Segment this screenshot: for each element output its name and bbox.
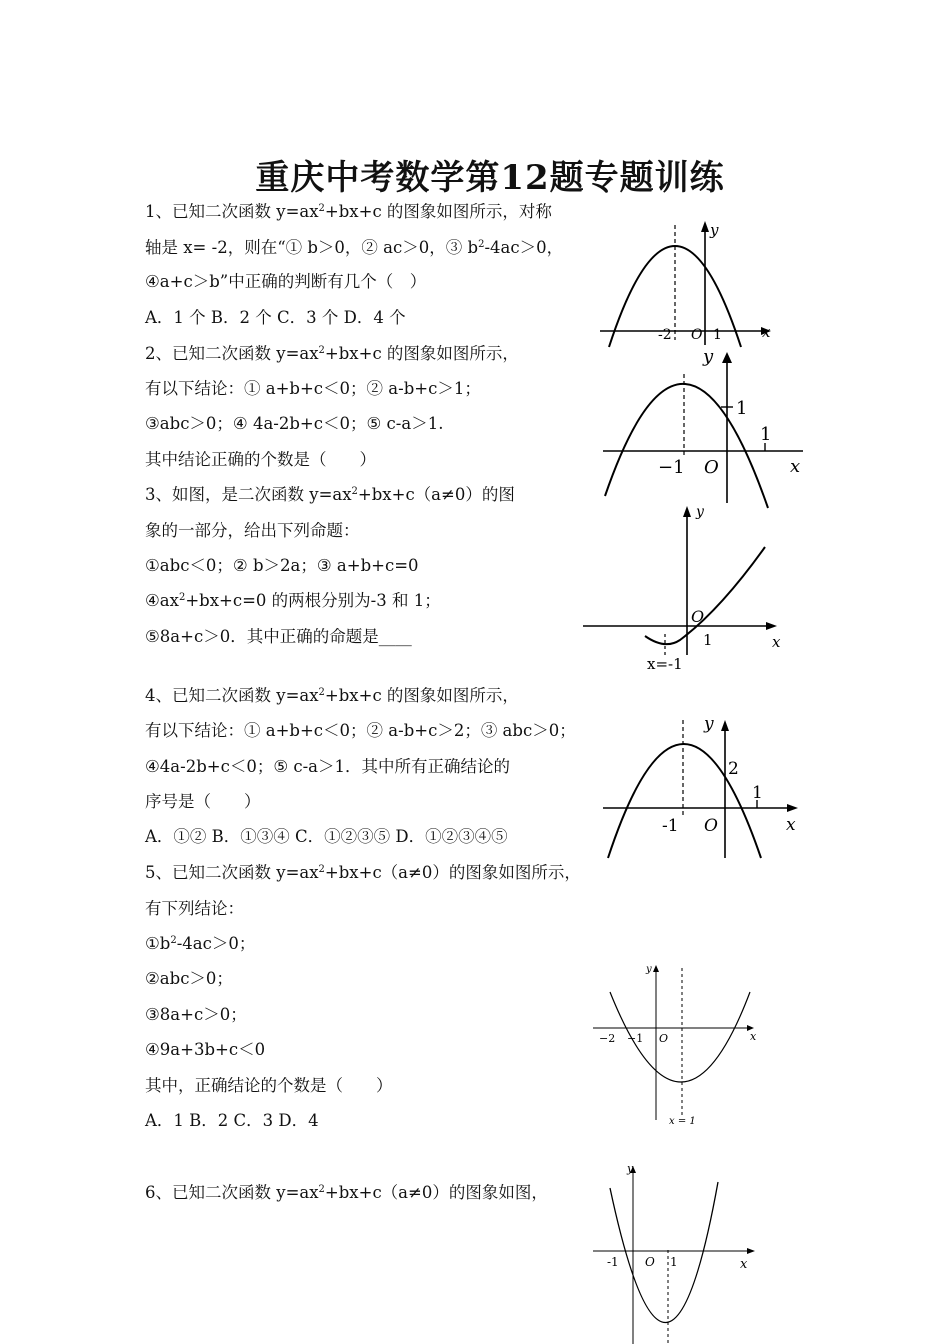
q5-origin-label: O	[659, 1032, 669, 1045]
q5-axis-label: x = 1	[669, 1116, 696, 1127]
q2-origin-label: O	[704, 457, 719, 478]
q4-line-3: ④4a-2b+c＜0；⑤ c-a＞1．其中所有正确结论的	[145, 757, 511, 776]
page-title: 重庆中考数学第12题专题训练	[255, 158, 725, 198]
q1-options: A．1 个 B．2 个 C．3 个 D．4 个	[145, 308, 406, 327]
q3-figure	[580, 500, 795, 675]
q4-two-label: 2	[728, 759, 739, 779]
q2-line-3: ③abc＞0；④ 4a-2b+c＜0；⑤ c-a＞1.	[145, 414, 444, 433]
q3-line-5: ⑤8a+c＞0．其中正确的命题是____	[145, 627, 412, 646]
q5-neg1-label: −1	[627, 1032, 644, 1045]
q4-one-label: 1	[752, 783, 763, 803]
q6-origin-label: O	[645, 1255, 655, 1269]
q2-y-label: y	[703, 346, 714, 367]
q1-neg2-label: -2	[658, 327, 672, 343]
q1-line-1: 1、已知二次函数 $y=ax^2+bx+c$ 的图象如图所示，对称	[145, 202, 552, 221]
q1-x-label: x	[762, 323, 771, 341]
q4-figure	[600, 712, 815, 862]
q6-line-1: 6、已知二次函数 $y=ax^2+bx+c(a\ne 0)$的图象如图，	[145, 1183, 548, 1202]
q2-one-x-label: 1	[760, 424, 772, 445]
q6-x-label: x	[740, 1257, 748, 1272]
q6-neg1-label: -1	[607, 1255, 619, 1269]
q5-line-3: $①b^2-4ac>0$；	[145, 934, 256, 953]
q4-y-label: y	[704, 714, 714, 734]
q5-x-label: x	[750, 1030, 757, 1043]
q3-line-2: 象的一部分，给出下列命题：	[145, 521, 360, 540]
q1-figure	[595, 215, 785, 350]
q3-axis-label: x=-1	[647, 655, 683, 673]
q3-x-label: x	[772, 633, 781, 651]
q6-one-label: 1	[670, 1255, 678, 1269]
q3-one-label: 1	[703, 631, 713, 649]
q2-neg1-label: −1	[658, 457, 685, 478]
q1-one-label: 1	[713, 327, 722, 343]
q3-y-label: y	[696, 504, 704, 520]
q2-line-1: 2、已知二次函数 $y=ax^2+bx+c$ 的图象如图所示，	[145, 344, 519, 363]
q3-origin-label: O	[691, 607, 705, 626]
q5-line-4: ②abc＞0；	[145, 969, 233, 988]
q1-origin-label: O	[691, 327, 703, 343]
q5-line-5: ③8a+c＞0；	[145, 1005, 247, 1024]
q4-options: A．①② B．①③④ C．①②③⑤ D．①②③④⑤	[145, 827, 508, 846]
q5-line-1: 5、已知二次函数 $y=ax^2+bx+c(a\ne 0)$的图象如图所示，	[145, 863, 581, 882]
q6-y-label: y	[627, 1162, 634, 1175]
q4-x-label: x	[786, 815, 796, 835]
q5-line-2: 有下列结论：	[145, 899, 244, 918]
q2-line-2: 有以下结论：① a+b+c＜0；② a-b+c＞1；	[145, 379, 481, 398]
q4-neg1-label: -1	[662, 816, 679, 836]
q3-line-3: ①abc＜0；② b＞2a；③ a+b+c=0	[145, 556, 419, 575]
q5-y-label: y	[646, 964, 652, 975]
q5-options: A．1 B．2 C．3 D．4	[145, 1111, 319, 1130]
q4-line-1: 4、已知二次函数 $y=ax^2+bx+c$ 的图象如图所示，	[145, 686, 519, 705]
q2-one-y-label: 1	[736, 398, 748, 419]
q2-figure	[600, 348, 810, 508]
q2-x-label: x	[790, 456, 801, 477]
q5-line-7: 其中，正确结论的个数是（ ）	[145, 1076, 393, 1095]
q4-line-2: 有以下结论：① a+b+c＜0；② a-b+c＞2；③ abc＞0；	[145, 721, 576, 740]
q5-figure	[590, 960, 770, 1130]
q4-line-4: 序号是（ ）	[145, 792, 261, 811]
q5-neg2-label: −2	[599, 1032, 616, 1045]
q3-line-1: 3、如图，是二次函数 $y=ax^2+bx+c(a\ne 0)$的图	[145, 485, 515, 504]
q1-line-3: ④a+c＞b”中正确的判断有几个（ ）	[145, 272, 427, 291]
q1-line-2: 轴是 x= -2，则在“① b＞0，② ac＞0，③ $b^2-4ac>0$，	[145, 238, 564, 257]
q5-line-6: ④9a+3b+c＜0	[145, 1040, 266, 1059]
q3-line-4: $④ax^2+bx+c=0$ 的两根分别为-3 和 1；	[145, 591, 441, 610]
q6-figure	[590, 1160, 770, 1344]
q2-line-4: 其中结论正确的个数是（ ）	[145, 450, 376, 469]
q4-origin-label: O	[704, 816, 718, 836]
q1-y-label: y	[710, 221, 719, 239]
